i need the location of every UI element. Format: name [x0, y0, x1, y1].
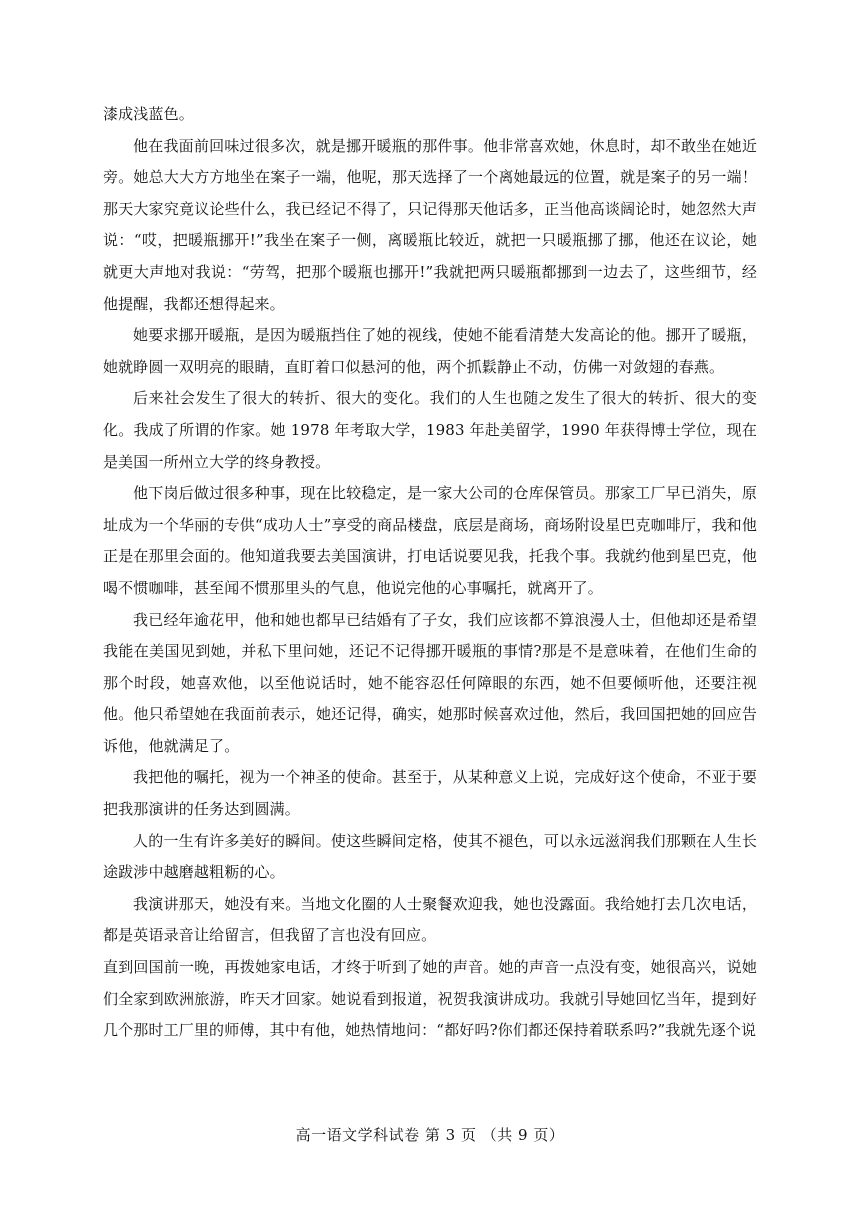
article-body	[103, 99, 757, 1047]
paragraph-she-did-not-come: 我演讲那天，她没有来。当地文化圈的人士聚餐欢迎我，她也没露面。我给她打去几次电话，都是英语录音让给留言，但我留了言也没有回应。	[103, 894, 757, 945]
paragraph-beautiful-moments: 人的一生有许多美好的瞬间。使这些瞬间定格，使其不褪色，可以永远滋润我们那颗在人生长途跋涉中越磨越粗粝的心。	[103, 831, 757, 882]
paragraph-her-gaze: 她要求挪开暖瓶，是因为暖瓶挡住了她的视线，使她不能看清楚大发高论的他。挪开了暖瓶，她就睁圆一双明亮的眼睛，直盯着口似悬河的他，两个抓鬏静止不动，仿佛一对敛翅的春燕。	[103, 326, 757, 376]
paragraph-continuation: 漆成浅蓝色。	[103, 105, 194, 123]
paragraph-his-wish: 我已经年逾花甲，他和她也都早已结婚有了子女，我们应该都不算浪漫人士，但他却还是希望我能在美国见到她，并私下里问她，还记不记得挪开暖瓶的事情?那是不是意味着，在他们生命的那个时段，她喜欢他，以至他说话时，她不能容忍任何障眼的东西，她不但要倾听他，还要注视他。他只希望她在我面前表示，她还记得，确实，她那时候喜欢过他，然后，我回国把她的回应告诉他，他就满足了。	[103, 610, 757, 755]
paragraph-his-life: 他下岗后做过很多种事，现在比较稳定，是一家大公司的仓库保管员。那家工厂早已消失，原址成为一个华丽的专供“成功人士”享受的商品楼盘，底层是商场，商场附设星巴克咖啡厅，我和他正是在那里会面的。他知道我要去美国演讲，打电话说要见我，托我个事。我就约他到星巴克，他喝不惯咖啡，甚至闻不惯那里头的气息，他说完他的心事嘱托，就离开了。	[103, 484, 757, 597]
paragraph-sacred-mission: 我把他的嘱托，视为一个神圣的使命。甚至于，从某种意义上说，完成好这个使命，不亚于要把我那演讲的任务达到圆满。	[103, 768, 757, 819]
paragraph-moving-thermos: 他在我面前回味过很多次，就是挪开暖瓶的那件事。他非常喜欢她，休息时，却不敢坐在她近旁。她总大大方方地坐在案子一端，他呢，那天选择了一个离她最远的位置，就是案子的另一端！那天大家究竟议论些什么，我已经记不得了，只记得那天他话多，正当他高谈阔论时，她忽然大声说：“哎，把暖瓶挪开!”我坐在案子一侧，离暖瓶比较近，就把一只暖瓶挪了挪，他还在议论，她就更大声地对我说：“劳驾，把那个暖瓶也挪开!”我就把两只暖瓶都挪到一边去了，这些细节，经他提醒，我都还想得起来。	[103, 136, 757, 313]
paragraph-social-change: 后来社会发生了很大的转折、很大的变化。我们的人生也随之发生了很大的转折、很大的变化。我成了所谓的作家。她 1978 年考取大学，1983 年赴美留学，1990 年获得博士学位，现在是美国一所州立大学的终身教授。	[103, 389, 757, 471]
page-footer: 高一语文学科试卷 第 3 页 （共 9 页）	[295, 1126, 565, 1144]
paragraph-last-night-call: 直到回国前一晚，再拨她家电话，才终于听到了她的声音。她的声音一点没有变，她很高兴，说她们全家到欧洲旅游，昨天才回家。她说看到报道，祝贺我演讲成功。我就引导她回忆当年，提到好几个那时工厂里的师傅，其中有他，她热情地问：“都好吗?你们都还保持着联系吗?”我就先逐个说	[103, 958, 757, 1040]
